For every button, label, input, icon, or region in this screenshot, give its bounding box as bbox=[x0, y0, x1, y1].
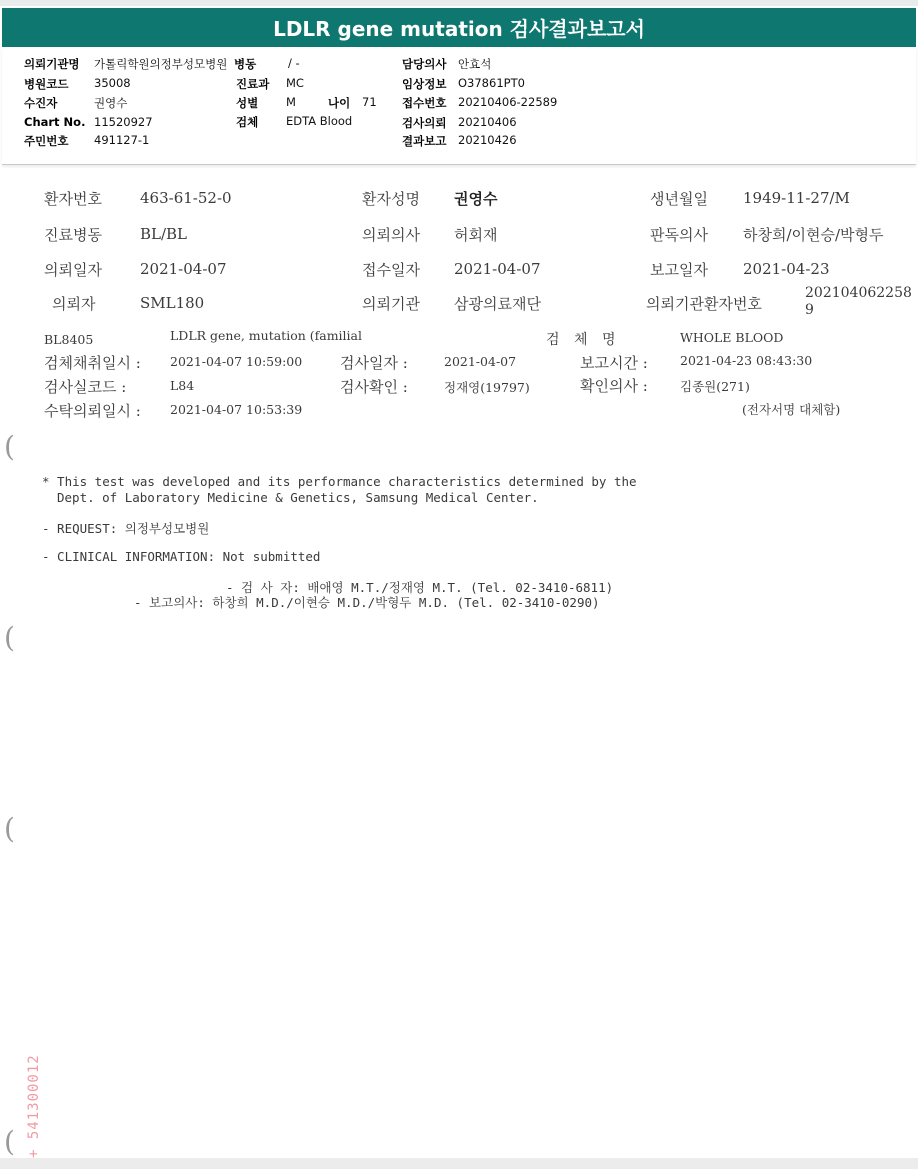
specimen-label: 검체 bbox=[236, 115, 259, 129]
collection-time-value: 2021-04-07 10:59:00 bbox=[170, 354, 303, 369]
lab-code-value: L84 bbox=[170, 378, 195, 393]
note-line-1: * This test was developed and its performance characteristics determined by the bbox=[42, 474, 637, 489]
tester-line: - 검 사 자: 배애영 M.T./정재영 M.T. (Tel. 02-3410-6811) bbox=[226, 580, 614, 595]
lab-code-label: 검사실코드 : bbox=[44, 378, 127, 396]
specimen-value: EDTA Blood bbox=[286, 114, 353, 128]
request-line: - REQUEST: 의정부성모병원 bbox=[42, 521, 210, 536]
clinical-info-line: - CLINICAL INFORMATION: Not submitted bbox=[42, 549, 321, 564]
requester-value: SML180 bbox=[140, 294, 205, 312]
clinical-label: 임상정보 bbox=[402, 77, 447, 91]
punch-hole-mark: ( bbox=[4, 812, 15, 845]
doctor-value: 안효석 bbox=[458, 57, 492, 71]
confirm-doctor-value: 김종원(271) bbox=[680, 379, 750, 394]
clinical-value: O37861PT0 bbox=[458, 76, 525, 90]
report-title: LDLR gene mutation 검사결과보고서 bbox=[2, 8, 916, 47]
patient-no-value: 463-61-52-0 bbox=[140, 189, 232, 207]
receipt-date-label: 접수일자 bbox=[362, 261, 420, 279]
institution-patient-no-value-suffix: 9 bbox=[805, 302, 814, 318]
patient-label: 수진자 bbox=[24, 96, 58, 110]
patient-name-value: 권영수 bbox=[454, 190, 498, 208]
barcode-number-text: + 541300012 bbox=[26, 1054, 42, 1158]
test-name: LDLR gene, mutation (familial bbox=[170, 328, 363, 343]
dept-label: 진료과 bbox=[236, 77, 270, 91]
top-strip bbox=[0, 0, 918, 6]
bottom-strip bbox=[0, 1158, 918, 1169]
request-date-value: 20210406 bbox=[458, 115, 517, 129]
test-confirm-label: 검사확인 : bbox=[340, 378, 408, 396]
report-time-value: 2021-04-23 08:43:30 bbox=[680, 353, 813, 368]
receipt-value: 20210406-22589 bbox=[458, 95, 558, 109]
receipt-date-value: 2021-04-07 bbox=[454, 260, 541, 278]
referring-institution-value: 삼광의료재단 bbox=[454, 295, 541, 313]
ward-value-scan: BL/BL bbox=[140, 225, 188, 243]
request-date-label-scan: 의뢰일자 bbox=[44, 261, 102, 279]
ward-label-scan: 진료병동 bbox=[44, 226, 102, 244]
chart-value: 11520927 bbox=[94, 115, 153, 129]
reporter-line: - 보고의사: 하창희 M.D./이현승 M.D./박형두 M.D. (Tel. 02-3410-0290) bbox=[134, 595, 600, 610]
hospital-code-label: 병원코드 bbox=[24, 77, 69, 91]
collection-time-label: 검체채취일시 : bbox=[44, 354, 141, 372]
resident-value: 491127-1 bbox=[94, 133, 150, 147]
referring-doctor-label: 의뢰의사 bbox=[362, 226, 420, 244]
reading-doctor-value: 하창희/이현승/박형두 bbox=[743, 226, 884, 244]
receipt-label: 접수번호 bbox=[402, 96, 447, 110]
ward-value: / - bbox=[288, 56, 300, 70]
punch-hole-mark: ( bbox=[4, 430, 15, 463]
reading-doctor-label: 판독의사 bbox=[650, 226, 708, 244]
patient-name-label: 환자성명 bbox=[362, 190, 420, 208]
request-date-value-scan: 2021-04-07 bbox=[140, 260, 227, 278]
request-date-label: 검사의뢰 bbox=[402, 116, 447, 130]
electronic-signature-note: (전자서명 대체함) bbox=[742, 402, 841, 417]
patient-no-label: 환자번호 bbox=[44, 190, 102, 208]
side-barcode-number bbox=[14, 1020, 54, 1160]
test-code: BL8405 bbox=[44, 332, 94, 347]
report-date-value: 20210426 bbox=[458, 133, 517, 147]
institution-label: 의뢰기관명 bbox=[24, 57, 80, 71]
doctor-label: 담당의사 bbox=[402, 57, 447, 71]
requester-label: 의뢰자 bbox=[52, 295, 96, 313]
report-date-label: 결과보고 bbox=[402, 134, 447, 148]
age-value: 71 bbox=[362, 95, 377, 109]
consign-time-value: 2021-04-07 10:53:39 bbox=[170, 402, 303, 417]
test-date-value: 2021-04-07 bbox=[444, 354, 517, 369]
specimen-name-value: WHOLE BLOOD bbox=[680, 330, 784, 345]
institution-value: 가톨릭학원의정부성모병원 bbox=[94, 57, 228, 71]
referring-doctor-value: 허회재 bbox=[454, 226, 498, 244]
report-date-value-scan: 2021-04-23 bbox=[743, 260, 830, 278]
ward-label: 병동 bbox=[234, 57, 257, 71]
punch-hole-mark: ( bbox=[4, 1125, 15, 1158]
report-time-label: 보고시간 : bbox=[580, 354, 648, 372]
chart-label: Chart No. bbox=[24, 115, 86, 129]
report-header bbox=[2, 47, 916, 165]
test-date-label: 검사일자 : bbox=[340, 354, 408, 372]
referring-institution-label: 의뢰기관 bbox=[362, 295, 420, 313]
specimen-name-label: 검 체 명 bbox=[546, 332, 621, 348]
institution-patient-no-label: 의뢰기관환자번호 bbox=[646, 295, 762, 313]
test-confirm-value: 정재영(19797) bbox=[444, 380, 530, 395]
institution-patient-no-value: 202104062258 bbox=[805, 285, 912, 301]
punch-hole-mark: ( bbox=[4, 621, 15, 654]
sex-value: M bbox=[286, 95, 296, 109]
note-line-2: Dept. of Laboratory Medicine & Genetics, Samsung Medical Center. bbox=[57, 490, 539, 505]
resident-label: 주민번호 bbox=[24, 134, 69, 148]
age-label: 나이 bbox=[328, 96, 351, 110]
birthdate-value: 1949-11-27/M bbox=[743, 189, 850, 207]
report-date-label-scan: 보고일자 bbox=[650, 261, 708, 279]
hospital-code-value: 35008 bbox=[94, 76, 131, 90]
consign-time-label: 수탁의뢰일시 : bbox=[44, 402, 141, 420]
sex-label: 성별 bbox=[236, 96, 259, 110]
patient-value: 권영수 bbox=[94, 96, 128, 110]
birthdate-label: 생년월일 bbox=[650, 190, 708, 208]
scanned-report bbox=[0, 168, 918, 1158]
dept-value: MC bbox=[286, 76, 304, 90]
confirm-doctor-label: 확인의사 : bbox=[580, 377, 648, 395]
